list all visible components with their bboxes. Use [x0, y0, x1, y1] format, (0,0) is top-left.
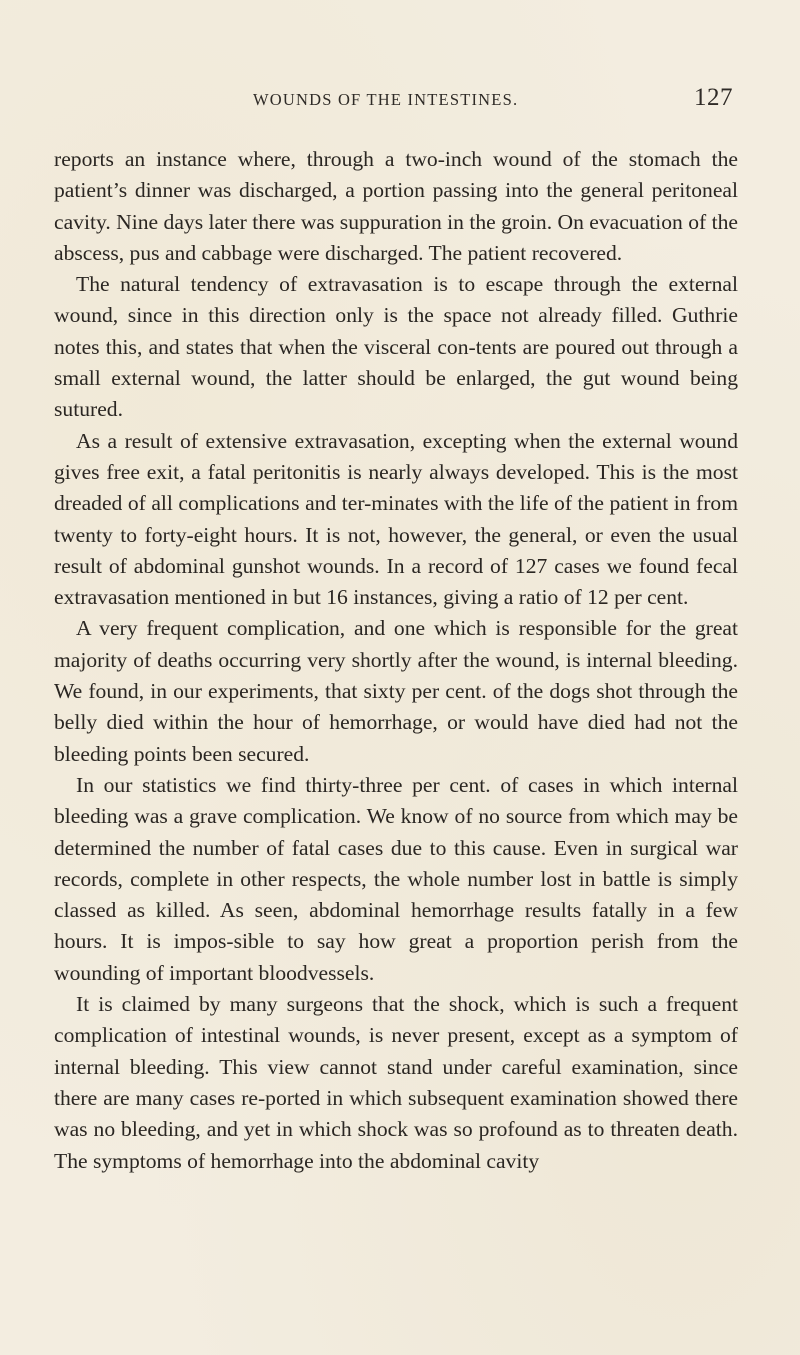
- running-head: WOUNDS OF THE INTESTINES.: [253, 90, 519, 109]
- paragraph: A very frequent complication, and one which is responsible for the great majority of deaths occurring very shortly after the wound, is internal bleeding. We found, in our experiments, that sixty per cent. of the dogs shot through the belly died within the hour of hemorrhage, or would have died had not the bleeding points been secured.: [54, 616, 738, 766]
- paragraph: reports an instance where, through a two-inch wound of the stomach the patient’s dinner was discharged, a portion passing into the general peritoneal cavity. Nine days later there was suppuration in the groin. On evacuation of the abscess, pus and cabbage were discharged. The patient recovered.: [54, 147, 738, 265]
- paragraph: As a result of extensive extravasation, excepting when the external wound gives free exit, a fatal peritonitis is nearly always developed. This is the most dreaded of all complications and ter-minates with the life of the patient in from twenty to forty-eight hours. It is not, however, the general, or even the usual result of abdominal gunshot wounds. In a record of 127 cases we found fecal extravasation mentioned in but 16 instances, giving a ratio of 12 per cent.: [54, 428, 738, 610]
- body-text: [54, 144, 738, 1177]
- paragraph: In our statistics we find thirty-three per cent. of cases in which internal bleeding was a grave complication. We know of no source from which may be determined the number of fatal cases due to this cause. Even in surgical war records, complete in other respects, the whole number lost in battle is simply classed as killed. As seen, abdominal hemorrhage results fatally in a few hours. It is impos-sible to say how great a proportion perish from the wounding of important bloodvessels.: [54, 772, 738, 985]
- paragraph: It is claimed by many surgeons that the shock, which is such a frequent complication of intestinal wounds, is never present, except as a symptom of internal bleeding. This view cannot stand under careful examination, since there are many cases re-ported in which subsequent examination showed there was no bleeding, and yet in which shock was so profound as to threaten death. The symptoms of hemorrhage into the abdominal cavity: [54, 992, 738, 1173]
- page-number: 127: [694, 84, 733, 111]
- paragraph: The natural tendency of extravasation is to escape through the external wound, since in this direction only is the space not already filled. Guthrie notes this, and states that when the visceral con-tents are poured out through a small external wound, the latter should be enlarged, the gut wound being sutured.: [54, 272, 738, 422]
- page-header: [253, 84, 733, 118]
